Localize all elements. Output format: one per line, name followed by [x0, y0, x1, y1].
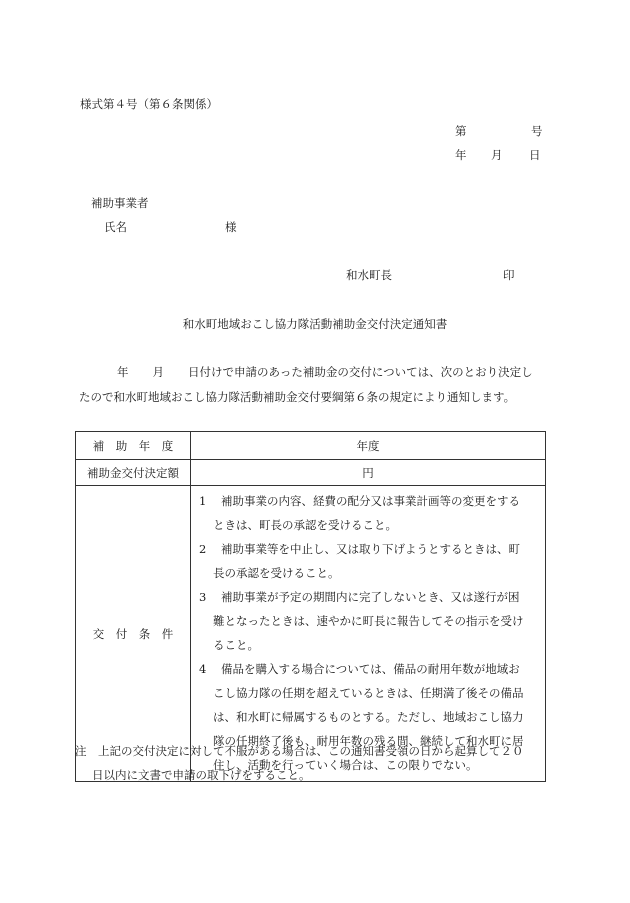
- condition-item: [199, 489, 539, 537]
- date-year: 年: [455, 148, 467, 162]
- issuer-seal-mark: 印: [503, 268, 515, 282]
- date-day: 日: [529, 148, 541, 162]
- condition-text: 補助事業の内容、経費の配分又は事業計画等の変更をする: [221, 494, 520, 508]
- condition-item: [199, 657, 539, 777]
- note-line-2: 日以内に文書で申請の取下げをすること。: [92, 768, 311, 782]
- condition-text: は、和水町に帰属するものとする。ただし、地域おこし協力: [213, 710, 524, 724]
- grant-amount-label: 補助金交付決定額: [76, 460, 191, 486]
- subsidy-year-value: 年度: [191, 432, 546, 460]
- condition-text: 補助事業等を中止し、又は取り下げようとするときは、町: [221, 542, 520, 556]
- table-row: [76, 432, 546, 460]
- document-title: 和水町地域おこし協力隊活動補助金交付決定通知書: [182, 317, 448, 331]
- condition-text: こし協力隊の任期を超えているときは、任期満了後その備品: [213, 686, 524, 700]
- grant-conditions-cell: [191, 486, 546, 782]
- condition-item: [199, 585, 539, 657]
- condition-text: 長の承認を受けること。: [213, 566, 340, 580]
- recipient-org-label: 補助事業者: [91, 196, 149, 210]
- condition-text: 住し、活動を行っていく場合は、この限りでない。: [213, 758, 478, 772]
- body-line-2: たので和水町地域おこし協力隊活動補助金交付要綱第６条の規定により通知します。: [79, 390, 516, 404]
- grant-decision-table: [75, 431, 546, 782]
- recipient-name-label: 氏名: [104, 220, 127, 234]
- condition-number: 3: [199, 590, 207, 604]
- table-row: [76, 486, 546, 782]
- subsidy-year-label: 補 助 年 度: [76, 432, 191, 460]
- body-month: 月: [152, 365, 164, 379]
- condition-number: 4: [199, 662, 207, 676]
- condition-number: 1: [199, 494, 207, 508]
- body-year: 年: [117, 365, 129, 379]
- grant-amount-value: 円: [191, 460, 546, 486]
- body-line-1-rest: 日付けで申請のあった補助金の交付については、次のとおり決定し: [188, 365, 533, 379]
- number-suffix: 号: [531, 124, 543, 138]
- condition-text: 備品を購入する場合については、備品の耐用年数が地域お: [221, 662, 520, 676]
- grant-conditions-label: 交 付 条 件: [76, 486, 191, 782]
- issuer-mayor-label: 和水町長: [346, 268, 392, 282]
- number-prefix: 第: [455, 124, 467, 138]
- body-line-1: [117, 367, 533, 379]
- note-line-1: 注 上記の交付決定に対して不服がある場合は、この通知書受領の日から起算して２０: [75, 744, 524, 758]
- condition-item: [199, 537, 539, 585]
- condition-text: ときは、町長の承認を受けること。: [213, 518, 397, 532]
- condition-text: 難となったときは、速やかに町長に報告してその指示を受け: [213, 614, 524, 628]
- recipient-honorific: 様: [225, 220, 237, 234]
- condition-number: 2: [199, 542, 207, 556]
- condition-text: ること。: [213, 638, 259, 652]
- conditions-list: [191, 486, 545, 781]
- condition-text: 隊の任期終了後も、耐用年数の残る間、継続して和水町に居: [213, 734, 524, 748]
- date-month: 月: [491, 148, 503, 162]
- condition-text: 補助事業が予定の期間内に完了しないとき、又は遂行が困: [221, 590, 520, 604]
- form-number: 様式第４号（第６条関係）: [80, 97, 218, 111]
- table-row: [76, 460, 546, 486]
